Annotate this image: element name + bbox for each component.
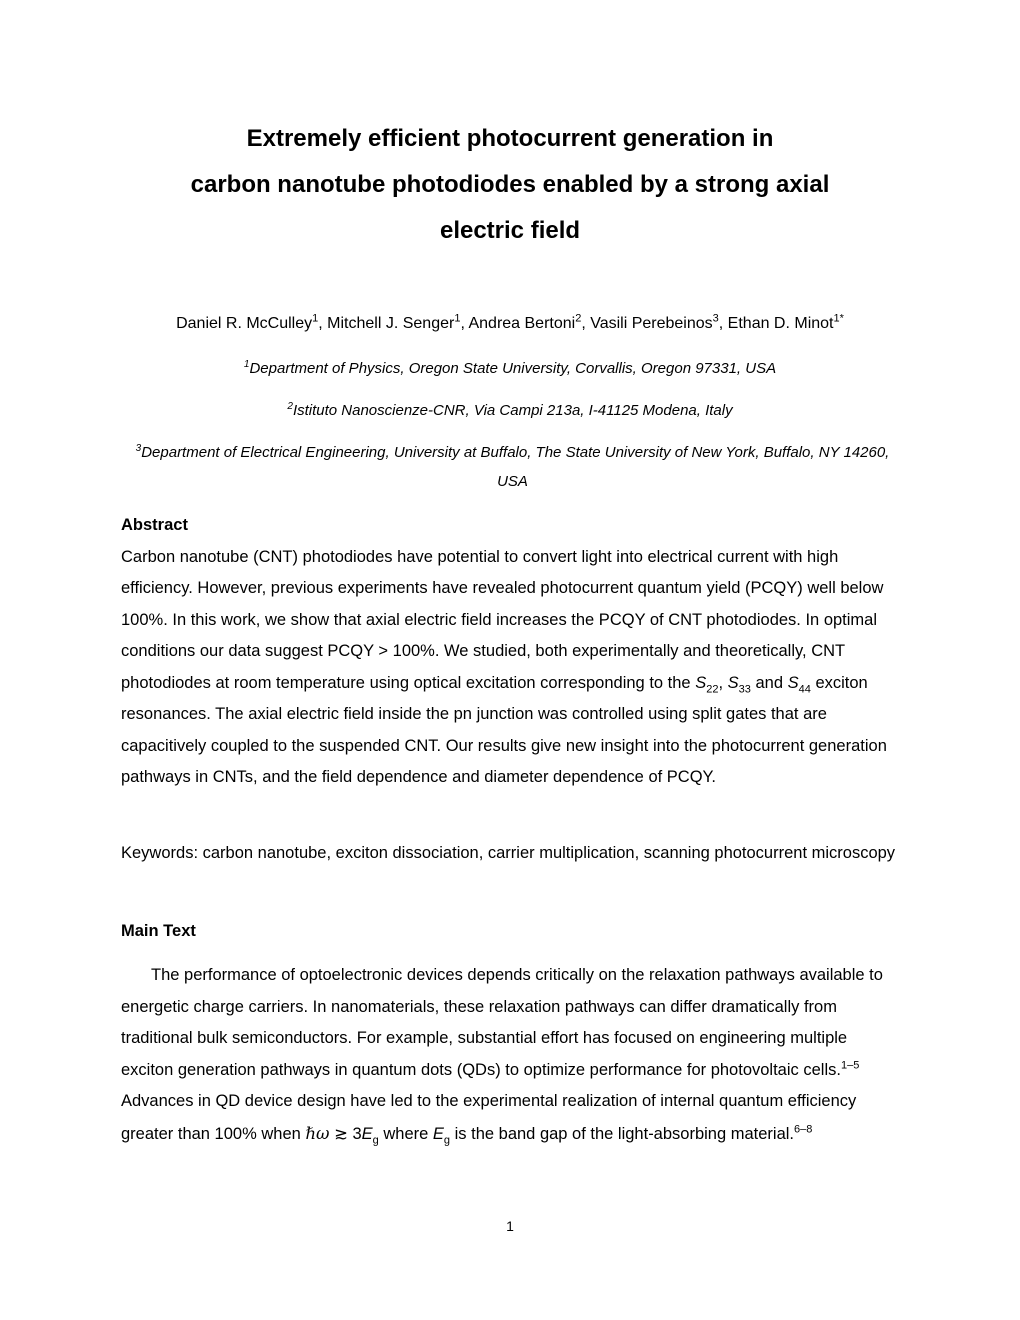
author-name: Mitchell J. Senger (327, 315, 455, 332)
affiliation-mark: 3 (135, 443, 142, 454)
title-line-2: carbon nanotube photodiodes enabled by a strong axial (190, 171, 830, 198)
author-affil-mark: 2 (575, 312, 582, 325)
author-affil-mark: 1 (312, 312, 319, 325)
body-text: The performance of optoelectronic devices depends critically on the relaxation pathways available to energetic charge carriers. In nanomaterials, these relaxation pathways can differ dramatically from traditional bulk semiconductors. For example, substantial effort has focused on engineering multiple exciton generation pathways in quantum dots (QDs) to optimize performance for photovoltaic cells. (121, 966, 883, 1079)
author-name: Andrea Bertoni (468, 315, 576, 332)
page-number: 1 (506, 1218, 514, 1234)
author-name: Ethan D. Minot (727, 315, 834, 332)
math-symbol: E (432, 1124, 444, 1143)
affiliation-mark: 1 (243, 359, 250, 370)
math-symbol: S (695, 673, 707, 692)
abstract-text: exciton resonances. The axial electric field inside the pn junction was controlled using split gates that are capacitively coupled to the suspended CNT. Our results give new insight into the photocurrent generation pathways in CNTs, and the field dependence and diameter dependence of PCQY. (121, 673, 887, 786)
affiliation-text: Department of Physics, Oregon State University, Corvallis, Oregon 97331, USA (249, 360, 777, 377)
abstract-text: Carbon nanotube (CNT) photodiodes have potential to convert light into electrical current with high efficiency. However, previous experiments have revealed photocurrent quantum yield (PCQY) well below 100%. In this work, we show that axial electric field increases the PCQY of CNT photodiodes. In optimal conditions our data suggest PCQY > 100%. We studied, both experimentally and theoretically, CNT photodiodes at room temperature using optical excitation corresponding to the (121, 547, 884, 692)
main-text-heading (121, 916, 901, 948)
author-affil-mark: 1 (454, 312, 461, 325)
citation: 1–5 (840, 1059, 860, 1071)
affiliation-text: Department of Electrical Engineering, University at Buffalo, The State University of New York, Buffalo, NY 14260, USA (141, 444, 890, 490)
citation: 6–8 (794, 1123, 813, 1135)
affiliation-1 (110, 354, 910, 383)
math-subscript: g (443, 1133, 451, 1146)
author-affil-mark: 3 (712, 312, 719, 325)
abstract-body (121, 542, 901, 794)
body-text: Advances in QD device design have led to the experimental realization of internal quantum efficiency greater than 100% when (121, 1092, 857, 1143)
paper-title (0, 116, 1020, 254)
affiliation-2 (110, 396, 910, 425)
abstract-text: and (750, 673, 788, 692)
affiliation-text: Istituto Nanoscienze-CNR, Via Campi 213a, I-41125 Modena, Italy (292, 402, 733, 419)
math-symbol: S (727, 673, 739, 692)
author-list: Daniel R. McCulley$^1$, Mitchell J. Senger$^1$, Andrea Bertoni$^2$, Vasili Perebeinos$^3$, Ethan D. Minot$^{1*}$ (176, 312, 844, 332)
title-line-3: electric field (439, 217, 581, 244)
body-text: where (378, 1124, 433, 1143)
main-text-paragraph (121, 960, 901, 1150)
abstract-heading: Abstract (121, 516, 188, 534)
keywords: Keywords: carbon nanotube, exciton dissociation, carrier multiplication, scanning photocurrent microscopy (121, 844, 896, 862)
math-subscript: 44 (798, 682, 811, 695)
abstract-section (121, 510, 901, 794)
author-name: Daniel R. McCulley (176, 315, 313, 332)
affiliation-mark: 2 (287, 401, 293, 412)
math-subscript: 22 (706, 682, 719, 695)
author-affil-mark: 1* (833, 312, 844, 325)
math-symbol: E (361, 1124, 373, 1143)
affiliation-3 (125, 438, 900, 496)
abstract-text: , (718, 673, 728, 692)
math-symbol: ≳ 3 (329, 1124, 362, 1143)
author-name: Vasili Perebeinos (590, 315, 713, 332)
math-subscript: g (372, 1133, 379, 1146)
math-symbol: S (787, 673, 799, 692)
math-subscript: 33 (738, 682, 751, 695)
math-symbol: ℏω (305, 1123, 330, 1143)
body-text: is the band gap of the light-absorbing material. (450, 1124, 795, 1143)
section-heading: Main Text (121, 922, 196, 940)
title-line-1: Extremely efficient photocurrent generation in (246, 125, 774, 152)
